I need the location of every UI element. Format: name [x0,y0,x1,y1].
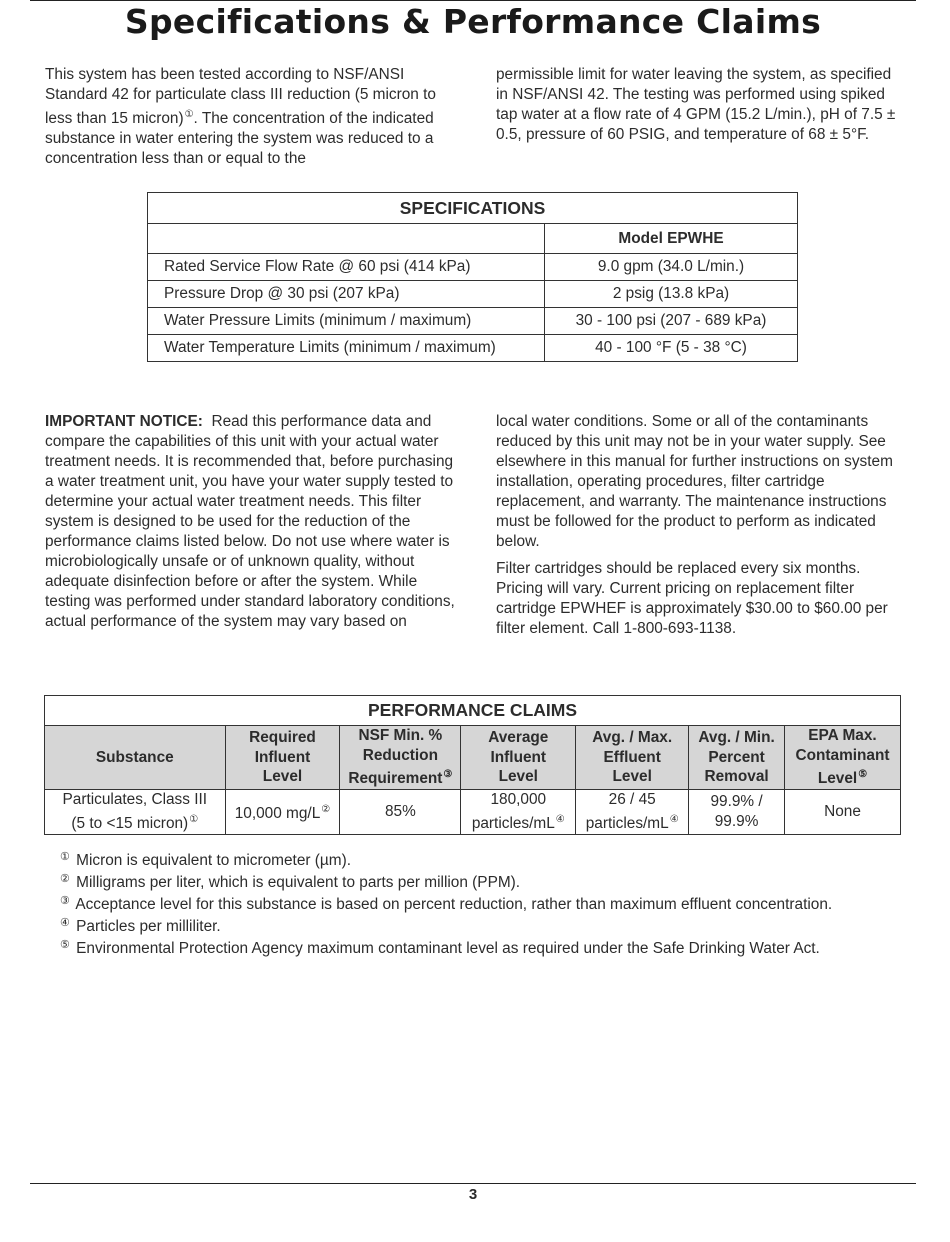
footnote [60,934,832,956]
footnote-mark: ③ [443,769,453,781]
header-line: NSF Min. % [358,727,443,745]
footnote-mark: ② [321,804,331,815]
column-header-nsf-min [340,726,461,790]
column-header-effluent [576,726,689,790]
table-row [148,308,798,335]
cell-nsf-min: 85% [340,790,461,835]
intro-left-part-a: This system has been tested according to NSF/ANSI Standard 42 for particulate class III reduction (5 micron to less than 15 micron) [45,66,436,127]
column-header-average-influent [461,726,576,790]
cell-epa-max: None [785,790,901,835]
footnote [60,868,832,890]
page-title: Specifications & Performance Claims [124,2,822,41]
notice-left-column [45,412,455,632]
footnote-mark: ④ [555,814,565,825]
notice-right-text-2: Filter cartridges should be replaced every six months. Pricing will vary. Current pricing on replacement filter cartridge EPWHEF is approximately $30.00 to $60.00 per filter element. Call 1-800-693-1138. [496,560,888,637]
spec-label: Pressure Drop @ 30 psi (207 kPa) [148,281,545,308]
intro-right-text: permissible limit for water leaving the system, as specified in NSF/ANSI 42. The testing was performed using spiked tap water at a flow rate of 4 GPM (15.2 L/min.), pH of 7.5 ± 0.5, pressure of 60 PSIG, and temperature of 68 ± 5°F. [496,66,896,143]
specifications-title: SPECIFICATIONS [148,193,798,224]
header-line: Effluent [603,748,661,766]
spec-value: 2 psig (13.8 kPa) [545,281,798,308]
bottom-rule [30,1183,916,1184]
table-row [148,254,798,281]
footnote-mark: ④ [669,814,679,825]
header-line: Required [249,729,316,747]
header-line: Removal [704,768,769,786]
cell-required-influent [225,790,340,835]
header-line: Level [817,770,858,788]
cell-line: Particulates, Class III [62,791,208,808]
specifications-table [147,192,798,362]
intro-left-part-b: . The concentration of the indicated substance in water entering the system was reduced to a concentration less than or equal to the [45,110,434,167]
table-row [45,696,901,726]
cell-line: 99.9% [714,813,759,830]
cell-substance [45,790,226,835]
cell-line: 26 / 45 [608,791,656,808]
footnote-text: Particles per milliliter. [76,918,221,935]
column-header-substance [45,726,226,790]
header-line: Level [498,768,538,786]
footnote-mark: ⑤ [858,769,868,781]
table-row [148,224,798,254]
footnote-text: Acceptance level for this substance is based on percent reduction, rather than maximum effluent concentration. [75,896,833,913]
empty-header-cell [148,224,545,254]
header-line: Avg. / Min. [698,729,775,747]
header-line: Influent [490,748,547,766]
spec-value: 30 - 100 psi (207 - 689 kPa) [545,308,798,335]
cell-percent-removal [689,790,785,835]
notice-right-column [496,412,906,639]
footnote-mark: ④ [60,917,70,929]
model-header: Model EPWHE [545,224,798,254]
footnote-mark: ① [184,109,194,120]
footnote-text: Micron is equivalent to micrometer (µm). [76,852,352,869]
cell-effluent [576,790,689,835]
cell-average-influent [461,790,576,835]
table-row [45,790,901,835]
notice-left-text [45,412,455,632]
intro-left-text [45,65,455,169]
cell-line: particles/mL [471,815,555,832]
header-line: Requirement [348,770,443,788]
spec-value: 40 - 100 °F (5 - 38 °C) [545,335,798,362]
table-row [148,335,798,362]
header-line: Substance [95,748,174,766]
footnotes-list [60,846,832,956]
footnote-text: Milligrams per liter, which is equivalent to parts per million (PPM). [76,874,521,891]
footnote [60,890,832,912]
column-header-percent-removal [689,726,785,790]
performance-claims-table [44,695,901,835]
cell-line: (5 to <15 micron) [71,815,189,832]
cell-line: particles/mL [585,815,669,832]
spec-label: Water Temperature Limits (minimum / maximum) [148,335,545,362]
notice-right-text-1: local water conditions. Some or all of the contaminants reduced by this unit may not be in your water supply. See elsewhere in this manual for further instructions on system installation, operating procedures, filter cartridge replacement, and warranty. The maintenance instructions must be followed for the product to perform as indicated below. [496,413,893,550]
spec-label: Water Pressure Limits (minimum / maximum) [148,308,545,335]
notice-heading: IMPORTANT NOTICE: [45,413,203,430]
header-line: Percent [708,748,765,766]
footnote [60,846,832,868]
footnote-mark: ⑤ [60,939,70,951]
cell-line: 10,000 mg/L [234,805,321,822]
column-header-required-influent [225,726,340,790]
footnote-mark: ③ [60,895,70,907]
table-row [148,193,798,224]
cell-line: 180,000 [490,791,547,808]
intro-left-column [45,65,455,169]
footnote-text: Environmental Protection Agency maximum contaminant level as required under the Safe Drinking Water Act. [76,940,820,957]
notice-left-body: Read this performance data and compare the capabilities of this unit with your actual water treatment needs. It is recommended that, before purchasing a water treatment unit, you have your water supply tested to determine your actual water treatment needs. This filter system is designed to be used for the reduction of the performance claims listed below. Do not use where water is microbiologically unsafe or of unknown quality, without adequate disinfection before or after the system. While testing was performed under standard laboratory conditions, actual performance of the system may vary based on [45,413,455,630]
header-line: Level [262,768,303,786]
header-line: Contaminant [795,746,890,764]
footnote [60,912,832,934]
page-number: 3 [468,1186,478,1203]
intro-right-column [496,65,906,145]
spec-value: 9.0 gpm (34.0 L/min.) [545,254,798,281]
cell-line: 99.9% / [710,793,763,810]
header-line: Average [488,729,549,747]
header-line: EPA Max. [808,727,877,745]
table-row [148,281,798,308]
column-header-epa-max [785,726,901,790]
top-rule [30,0,916,1]
header-line: Influent [254,748,311,766]
header-line: Level [612,768,652,786]
spec-label: Rated Service Flow Rate @ 60 psi (414 kPa) [148,254,545,281]
performance-title: PERFORMANCE CLAIMS [45,696,901,726]
footnote-mark: ① [60,851,70,863]
table-header-row [45,726,901,790]
footnote-mark: ② [60,873,70,885]
header-line: Avg. / Max. [592,729,673,747]
footnote-mark: ① [189,814,199,825]
header-line: Reduction [362,746,438,764]
